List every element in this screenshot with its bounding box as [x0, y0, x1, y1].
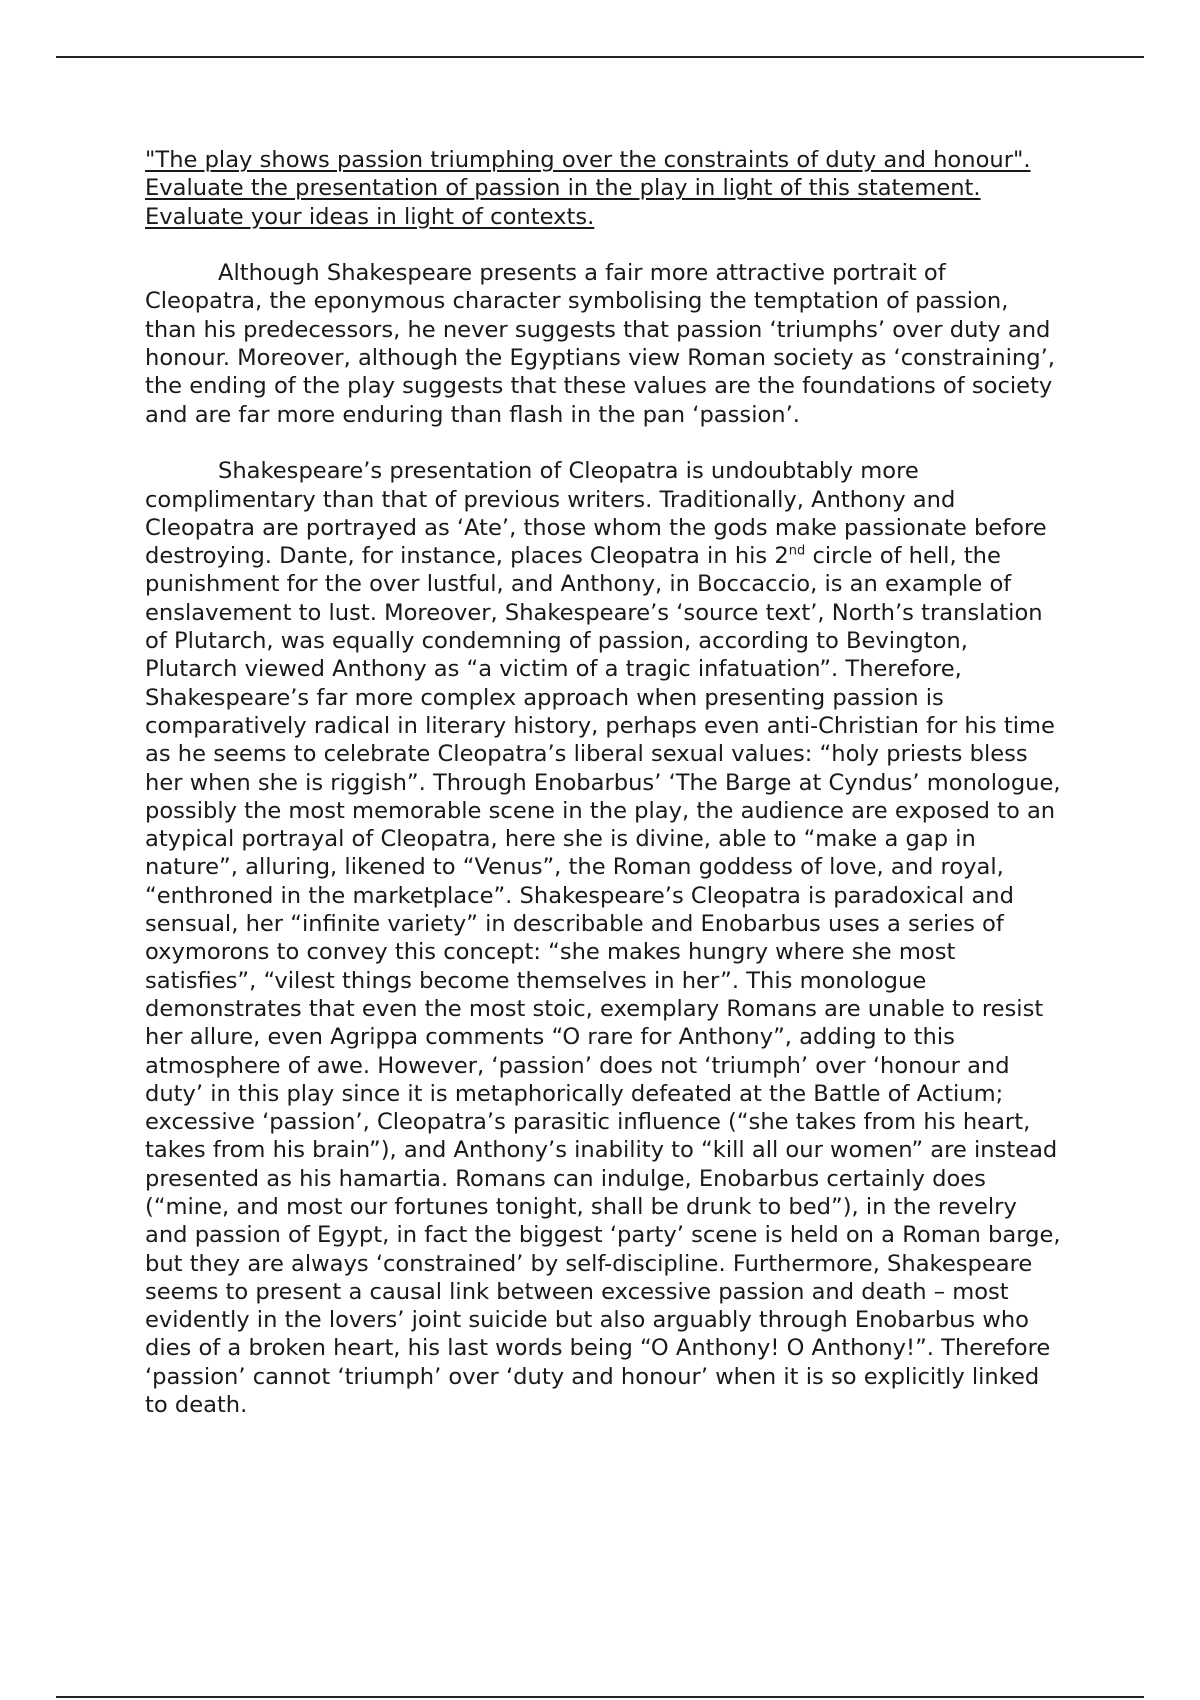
paragraph-2-text-b: circle of hell, the punishment for the over lustful, and Anthony, in Boccaccio, is an example of enslavement to lust. Moreover, Shakespeare’s ‘source text’, North’s translation of Plutarch, was equally condemning of passion, according to Bevington, Plutarch viewed Anthony as “a victim of a tragic infatuation”. Therefore, Shakespeare’s far more complex approach when presenting passion is comparatively radical in literary history, perhaps even anti-Christian for his time as he seems to celebrate Cleopatra’s liberal sexual values: “holy priests bless her when she is riggish”. Through Enobarbus’ ‘The Barge at Cyndus’ monologue, possibly the most memorable scene in the play, the audience are exposed to an atypical portrayal of Cleopatra, here she is divine, able to “make a gap in nature”, alluring, likened to “Venus”, the Roman goddess of love, and royal, “enthroned in the marketplace”. Shakespeare’s Cleopatra is paradoxical and sensual, her “infinite variety” in describable and Enobarbus uses a series of oxymorons to convey this concept: “she makes hungry where she most satisfies”, “vilest things become themselves in her”. This monologue demonstrates that even the most stoic, exemplary Romans are unable to resist her allure, even Agrippa comments “O rare for Anthony”, adding to this atmosphere of awe. However, ‘passion’ does not ‘triumph’ over ‘honour and duty’ in this play since it is metaphorically defeated at the Battle of Actium; excessive ‘passion’, Cleopatra’s parasitic influence (“she takes from his heart, takes from his brain”), and Anthony’s inability to “kill all our women” are instead presented as his hamartia. Romans can indulge, Enobarbus certainly does (“mine, and most our fortunes tonight, shall be drunk to bed”), in the revelry and passion of Egypt, in fact the biggest ‘party’ scene is held on a Roman barge, but they are always ‘constrained’ by self-discipline. Furthermore, Shakespeare seems to present a causal link between excessive passion and death – most evidently in the lovers’ joint suicide but also arguably through Enobarbus who dies of a broken heart, his last words being “O Anthony! O Anthony!”. Therefore ‘passion’ cannot ‘triumph’ over ‘duty and honour’ when it is so explicitly linked to death. — [145, 543, 1061, 1419]
paragraph-2-text-a: Shakespeare’s presentation of Cleopatra is undoubtably more complimentary than that of previous writers. Traditionally, Anthony and Cleopatra are portrayed as ‘Ate’, those whom the gods make passionate before destroying. Dante, for instance, places Cleopatra in his 2 — [145, 458, 1047, 570]
essay-question: "The play shows passion triumphing over the constraints of duty and honour". Evaluate the presentation of passion in the play in light of this statement. Evaluate your ideas in light of contexts. — [145, 147, 1031, 230]
paragraph-1: Although Shakespeare presents a fair more attractive portrait of Cleopatra, the eponymous character symbolising the temptation of passion, than his predecessors, he never suggests that passion ‘triumphs’ over duty and honour. Moreover, although the Egyptians view Roman society as ‘constraining’, the ending of the play suggests that these values are the foundations of society and are far more enduring than flash in the pan ‘passion’. — [145, 260, 1055, 428]
document-body — [145, 146, 1065, 1419]
page-bottom-rule — [56, 1696, 1144, 1698]
ordinal-superscript: nd — [788, 543, 806, 559]
paragraph-2 — [145, 457, 1065, 1419]
page-top-rule — [56, 56, 1144, 58]
